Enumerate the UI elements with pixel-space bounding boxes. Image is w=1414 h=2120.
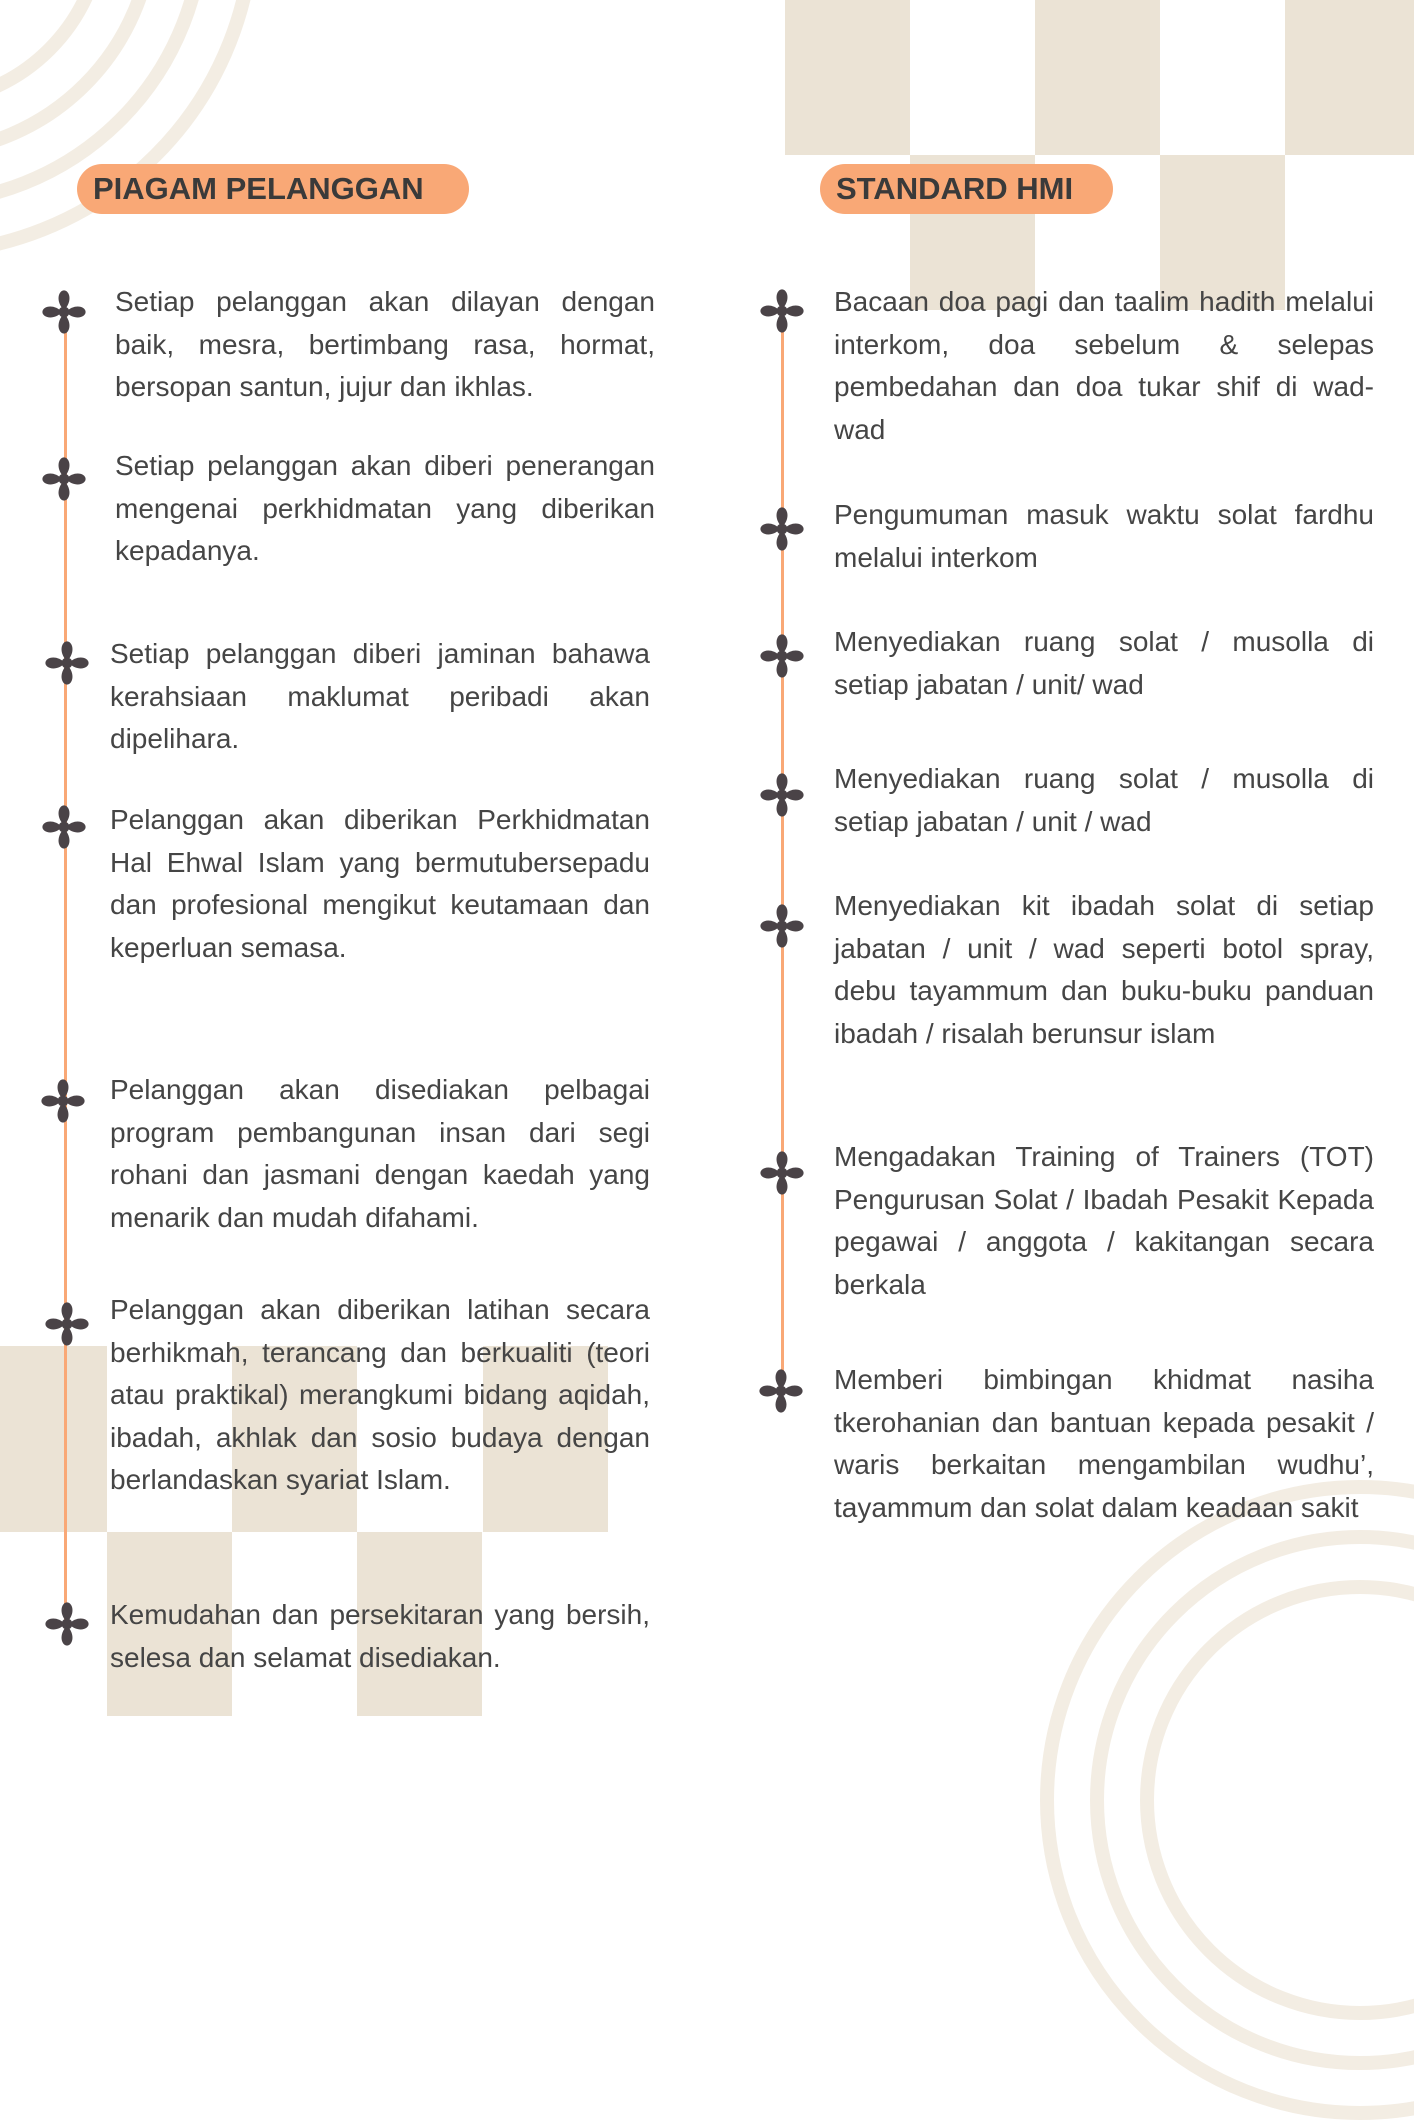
four-petal-flower-icon — [37, 285, 91, 339]
four-petal-flower-icon — [754, 1364, 808, 1418]
four-petal-flower-icon — [37, 800, 91, 854]
four-petal-flower-icon — [37, 452, 91, 506]
four-petal-flower-icon — [755, 768, 809, 822]
decor-bottom-right-rings — [1040, 1480, 1414, 2120]
four-petal-flower-icon — [40, 1597, 94, 1651]
left-timeline-line — [64, 312, 67, 1624]
four-petal-flower-icon — [755, 899, 809, 953]
standard-hmi-item: Menyediakan ruang solat / musolla di setiap jabatan / unit/ wad — [834, 626, 1374, 700]
piagam-item: Pelanggan akan diberikan Perkhidmatan Hal Ehwal Islam yang bermutubersepadu dan profesional mengikut keutamaan dan keperluan semasa. — [110, 804, 650, 963]
standard-hmi-item: Pengumuman masuk waktu solat fardhu melalui interkom — [834, 499, 1374, 573]
four-petal-flower-icon — [755, 1146, 809, 1200]
piagam-item: Pelanggan akan diberikan latihan secara berhikmah, terancang dan berkualiti (teori atau praktikal) merangkumi bidang aqidah, ibadah, akhlak dan sosio budaya dengan berlandaskan syariat Islam. — [110, 1294, 650, 1495]
standard-hmi-item: Menyediakan kit ibadah solat di setiap jabatan / unit / wad seperti botol spray, debu tayammum dan buku-buku panduan ibadah / risalah berunsur islam — [834, 890, 1374, 1049]
four-petal-flower-icon — [40, 1297, 94, 1351]
piagam-item: Pelanggan akan disediakan pelbagai program pembangunan insan dari segi rohani dan jasmani dengan kaedah yang menarik dan mudah difahami. — [110, 1074, 650, 1233]
right-timeline-line — [781, 312, 784, 1384]
standard-hmi-item: Mengadakan Training of Trainers (TOT) Pengurusan Solat / Ibadah Pesakit Kepada pegawai / anggota / kakitangan secara berkala — [834, 1141, 1374, 1300]
four-petal-flower-icon — [755, 502, 809, 556]
standard-hmi-item: Bacaan doa pagi dan taalim hadith melalui interkom, doa sebelum & selepas pembedahan dan doa tukar shif di wad-wad — [834, 286, 1374, 445]
four-petal-flower-icon — [36, 1074, 90, 1128]
piagam-item: Setiap pelanggan akan diberi penerangan mengenai perkhidmatan yang diberikan kepadanya. — [115, 450, 655, 566]
four-petal-flower-icon — [755, 284, 809, 338]
standard-hmi-item: Memberi bimbingan khidmat nasiha tkerohanian dan bantuan kepada pesakit / waris berkaitan mengambilan wudhu’, tayammum dan solat dalam keadaan sakit — [834, 1364, 1374, 1523]
four-petal-flower-icon — [40, 636, 94, 690]
four-petal-flower-icon — [755, 629, 809, 683]
piagam-item: Kemudahan dan persekitaran yang bersih, selesa dan selamat disediakan. — [110, 1599, 650, 1673]
standard-hmi-item: Menyediakan ruang solat / musolla di setiap jabatan / unit / wad — [834, 763, 1374, 837]
decor-top-right-checker — [0, 0, 1414, 320]
piagam-item: Setiap pelanggan diberi jaminan bahawa kerahsiaan maklumat peribadi akan dipelihara. — [110, 638, 650, 754]
section-title-standard-hmi: STANDARD HMI — [820, 164, 1113, 214]
section-title-piagam-pelanggan: PIAGAM PELANGGAN — [77, 164, 469, 214]
piagam-item: Setiap pelanggan akan dilayan dengan baik, mesra, bertimbang rasa, hormat, bersopan santun, jujur dan ikhlas. — [115, 286, 655, 402]
